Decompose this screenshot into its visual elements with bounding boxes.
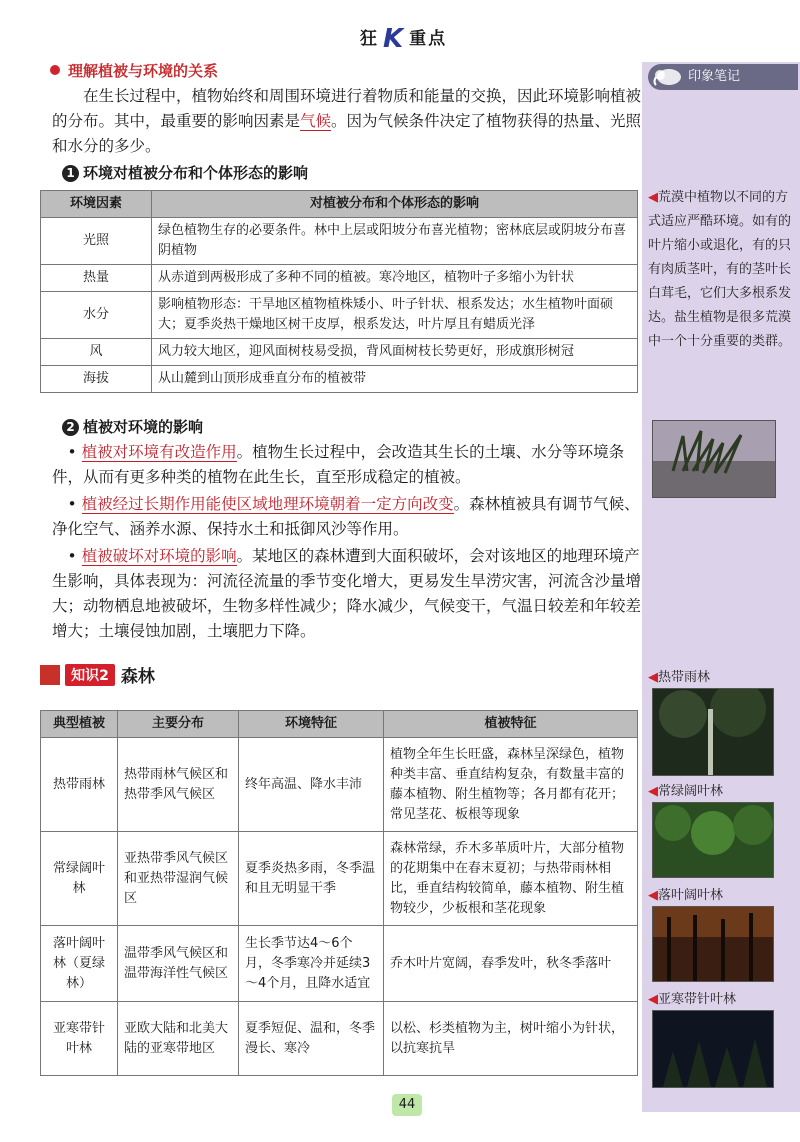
caption-rainforest xyxy=(648,666,710,685)
subsection-1-title: 环境对植被分布和个体形态的影响 xyxy=(83,164,309,182)
bullet-keyword: 植被破坏对环境的影响 xyxy=(81,547,237,565)
environment-table xyxy=(40,190,638,393)
header-title xyxy=(360,24,447,54)
table-row xyxy=(41,218,638,265)
subsection-2-title: 植被对环境的影响 xyxy=(83,418,204,436)
table-cell: 生长季节达4～6个月，冬季寒冷并延续3～4个月，且降水适宜 xyxy=(239,926,384,1002)
caption-text: 常绿阔叶林 xyxy=(658,784,724,799)
table-row xyxy=(41,1002,638,1076)
knowledge-title: 森林 xyxy=(120,667,155,687)
elephant-icon xyxy=(652,66,684,88)
table-cell: 绿色植物生存的必要条件。林中上层或阳坡分布喜光植物；密林底层或阴坡分布喜阴植物 xyxy=(152,218,638,265)
intro-text-1: 在生长过程中，植物始终和周围环境进行着物质和能量的交换，因此环境影响植被的分布。其中，最重要的影响因素是 xyxy=(52,87,642,130)
table-cell: 光照 xyxy=(41,218,152,265)
bullet-keyword: 植被对环境有改造作用 xyxy=(81,443,237,461)
table2-header: 典型植被 xyxy=(41,711,118,738)
table2-header: 主要分布 xyxy=(118,711,239,738)
table-cell: 乔木叶片宽阔，春季发叶，秋冬季落叶 xyxy=(384,926,638,1002)
table2-header: 植被特征 xyxy=(384,711,638,738)
sidebar-note-text: 荒漠中植物以不同的方式适应严酷环境。如有的叶片缩小或退化，有的只有肉质茎叶，有的茎叶长白茸毛，它们大多根系发达。盐生植物是很多荒漠中一个十分重要的类群。 xyxy=(648,190,792,349)
section-heading xyxy=(50,60,218,81)
section-title: 理解植被与环境的关系 xyxy=(68,62,219,80)
table-cell: 水分 xyxy=(41,292,152,339)
table-row xyxy=(41,265,638,292)
table-cell: 亚欧大陆和北美大陆的亚寒带地区 xyxy=(118,1002,239,1076)
bullet-2: • 植被经过长期作用能使区域地理环境朝着一定方向改变。森林植被具有调节气候、净化空气、涵养水源、保持水土和抵御风沙等作用。 xyxy=(52,495,640,538)
bullet-text: 。某地区的森林遭到大面积破坏，会对该地区的地理环境产生影响，具体表现为：河流径流量的季节变化增大，更易发生旱涝灾害，河流含沙量增大；动物栖息地被破坏，生物多样性减少；降水减少，气候变干，气温日较差和年较差增大；土壤侵蚀加剧，土壤肥力下降。 xyxy=(52,547,642,640)
table1-header: 环境因素 xyxy=(41,191,152,218)
table-cell: 终年高温、降水丰沛 xyxy=(239,738,384,832)
triangle-marker-icon: ◀ xyxy=(648,670,658,685)
triangle-marker-icon: ◀ xyxy=(648,190,658,205)
caption-evergreen xyxy=(648,780,723,799)
header-suffix: 重点 xyxy=(409,29,448,49)
table-cell: 热量 xyxy=(41,265,152,292)
rainforest-photo xyxy=(652,688,774,776)
sidebar-note xyxy=(648,186,794,354)
caption-text: 亚寒带针叶林 xyxy=(658,992,737,1007)
table-cell: 常绿阔叶林 xyxy=(41,832,118,926)
number-badge: 1 xyxy=(62,165,79,182)
bullet-keyword: 植被经过长期作用能使区域地理环境朝着一定方向改变 xyxy=(81,495,454,513)
table-cell: 影响植物形态：干旱地区植物植株矮小、叶子针状、根系发达；水生植物叶面硕大；夏季炎热干燥地区树干皮厚，根系发达，叶片厚且有蜡质光泽 xyxy=(152,292,638,339)
sidebar-title: 印象笔记 xyxy=(688,69,741,84)
intro-text-2: 。因为气候条件决定了植物获得的热量、光照和水分的多少。 xyxy=(52,112,642,155)
bullet-dot-icon xyxy=(50,65,60,75)
subsection-2-heading xyxy=(62,416,203,437)
table-cell: 热带雨林 xyxy=(41,738,118,832)
forest-table xyxy=(40,710,638,1076)
table-cell: 热带雨林气候区和热带季风气候区 xyxy=(118,738,239,832)
triangle-marker-icon: ◀ xyxy=(648,992,658,1007)
table-cell: 植物全年生长旺盛，森林呈深绿色，植物种类丰富、垂直结构复杂，有数量丰富的藤本植物、附生植物等；各月都有花开；常见茎花、板根等现象 xyxy=(384,738,638,832)
subsection-1-heading xyxy=(62,162,308,183)
coniferous-forest-photo xyxy=(652,1010,774,1088)
header-k-logo: K xyxy=(383,24,406,54)
caption-text: 热带雨林 xyxy=(658,670,711,685)
table-row xyxy=(41,339,638,366)
table-cell: 亚寒带针叶林 xyxy=(41,1002,118,1076)
header-prefix: 狂 xyxy=(360,29,379,49)
knowledge-label: 知识2 xyxy=(65,664,115,686)
page-header xyxy=(0,0,800,58)
page-number: 44 xyxy=(392,1094,422,1116)
bullet-1: • 植被对环境有改造作用。植物生长过程中，会改造其生长的土壤、水分等环境条件，从而有更多种类的植物在此生长，直至形成稳定的植被。 xyxy=(52,443,625,486)
table-cell: 从山麓到山顶形成垂直分布的植被带 xyxy=(152,366,638,393)
bullet-text: 。森林植被具有调节气候、净化空气、涵养水源、保持水土和抵御风沙等作用。 xyxy=(52,495,640,538)
table-cell: 风力较大地区，迎风面树枝易受损，背风面树枝长势更好，形成旗形树冠 xyxy=(152,339,638,366)
table-row xyxy=(41,292,638,339)
bullet-3: • 植被破坏对环境的影响。某地区的森林遭到大面积破坏，会对该地区的地理环境产生影响，具体表现为：河流径流量的季节变化增大，更易发生旱涝灾害，河流含沙量增大；动物栖息地被破坏，生物多样性减少；降水减少，气候变干，气温日较差和年较差增大；土壤侵蚀加剧，土壤肥力下降。 xyxy=(52,547,642,640)
desert-plant-photo xyxy=(652,420,776,498)
table-cell: 夏季短促、温和，冬季漫长、寒冷 xyxy=(239,1002,384,1076)
table-cell: 森林常绿，乔木多革质叶片，大部分植物的花期集中在春末夏初；与热带雨林相比，垂直结构较简单，藤本植物、附生植物较少，少板根和茎花现象 xyxy=(384,832,638,926)
caption-text: 落叶阔叶林 xyxy=(658,888,724,903)
table-cell: 夏季炎热多雨，冬季温和且无明显干季 xyxy=(239,832,384,926)
triangle-marker-icon: ◀ xyxy=(648,784,658,799)
table-row xyxy=(41,738,638,832)
table-cell: 从赤道到两极形成了多种不同的植被。寒冷地区，植物叶子多缩小为针状 xyxy=(152,265,638,292)
caption-coniferous xyxy=(648,988,736,1007)
knowledge-2-heading xyxy=(40,662,155,687)
table-row xyxy=(41,832,638,926)
evergreen-forest-photo xyxy=(652,802,774,878)
table-cell: 温带季风气候区和温带海洋性气候区 xyxy=(118,926,239,1002)
intro-paragraph xyxy=(52,84,642,159)
table-cell: 落叶阔叶林（夏绿林） xyxy=(41,926,118,1002)
table2-header: 环境特征 xyxy=(239,711,384,738)
table-cell: 风 xyxy=(41,339,152,366)
number-badge: 2 xyxy=(62,419,79,436)
book-icon xyxy=(40,665,60,685)
table-row xyxy=(41,926,638,1002)
caption-deciduous xyxy=(648,884,723,903)
deciduous-forest-photo xyxy=(652,906,774,982)
table-cell: 以松、杉类植物为主，树叶缩小为针状，以抗寒抗旱 xyxy=(384,1002,638,1076)
bullet-text: 。植物生长过程中，会改造其生长的土壤、水分等环境条件，从而有更多种类的植物在此生长，直至形成稳定的植被。 xyxy=(52,443,625,486)
table-row xyxy=(41,366,638,393)
table1-header: 对植被分布和个体形态的影响 xyxy=(152,191,638,218)
triangle-marker-icon: ◀ xyxy=(648,888,658,903)
table-cell: 海拔 xyxy=(41,366,152,393)
table-cell: 亚热带季风气候区和亚热带湿润气候区 xyxy=(118,832,239,926)
intro-keyword: 气候 xyxy=(300,112,332,130)
